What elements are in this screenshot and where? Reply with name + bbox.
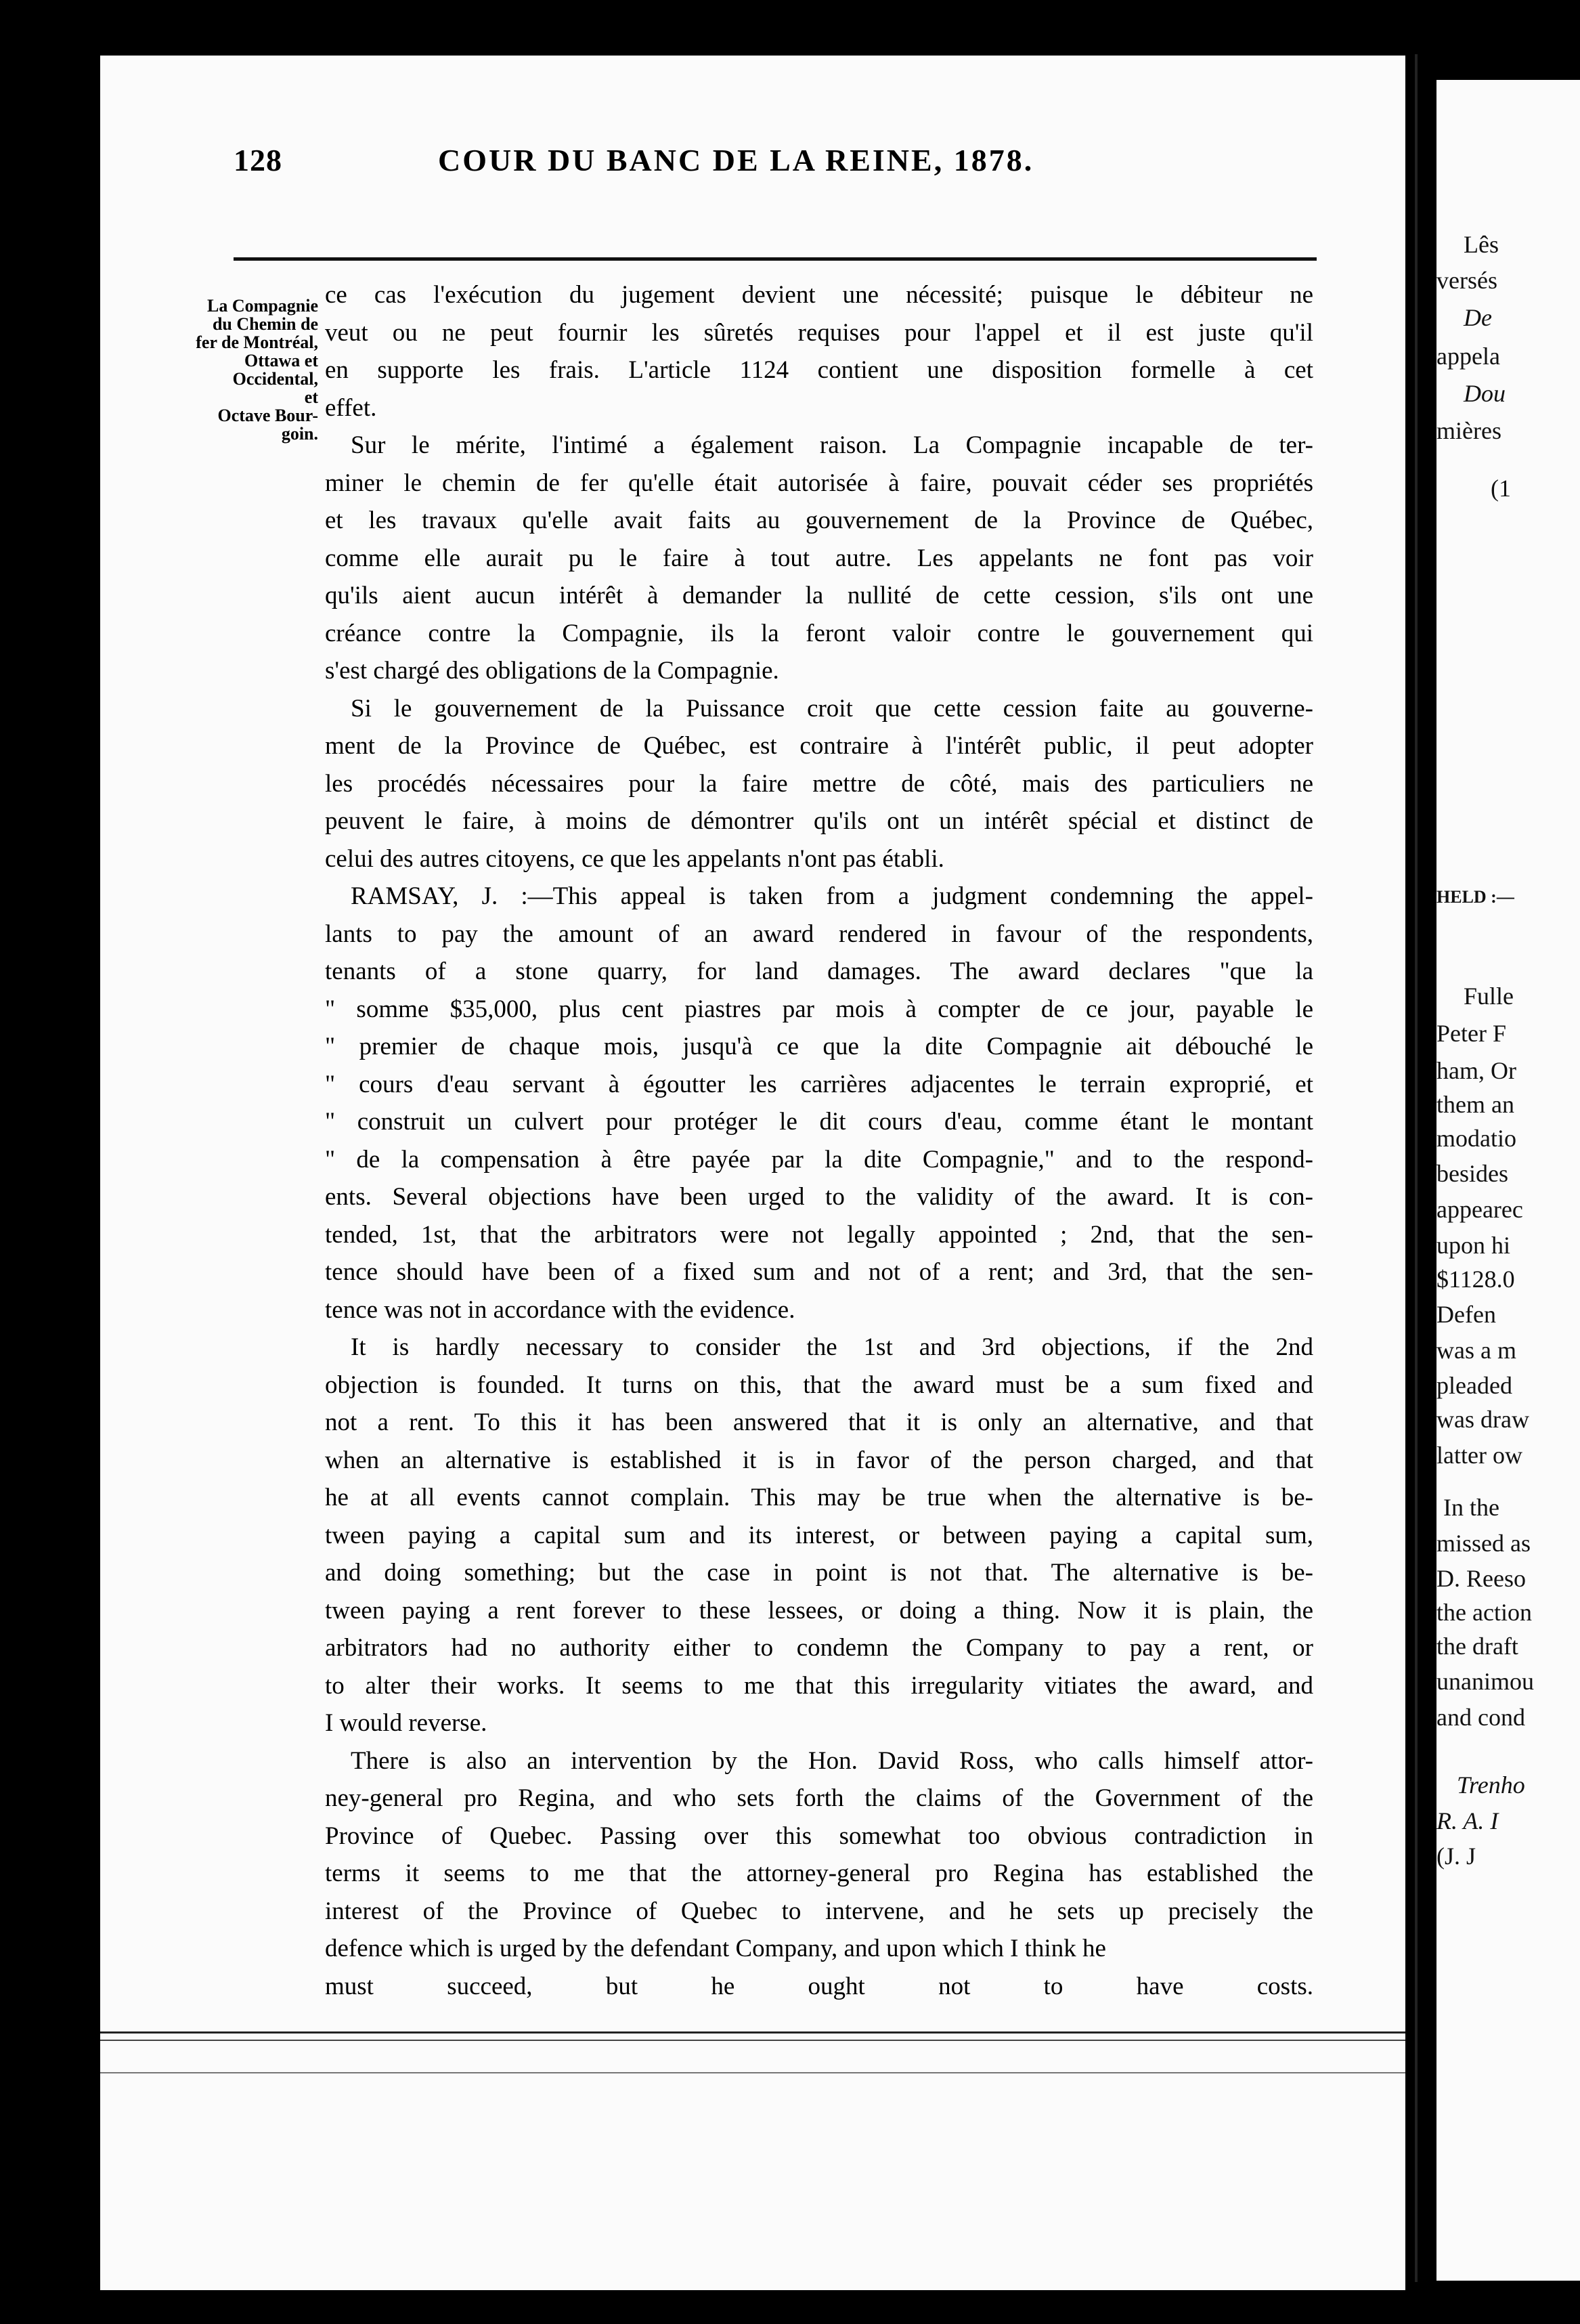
text-line: terms it seems to me that the attorney-general pro Regina has established the [325,1859,1313,1887]
text-line: interest of the Province of Quebec to intervene, and he sets up precisely the [325,1897,1313,1925]
right-page-text: HELD :— [1436,887,1514,907]
text-line: arbitrators had no authority either to condemn the Company to pay a rent, or [325,1634,1313,1662]
right-page-fragment [1436,80,1580,2281]
right-page-text: Lês [1464,231,1499,258]
text-line: peuvent le faire, à moins de démontrer qu'ils ont un intérêt spécial et distinct de [325,807,1313,835]
right-page-text: missed as [1436,1530,1531,1557]
text-line: qu'ils aient aucun intérêt à demander la nullité de cette cession, s'ils ont une [325,582,1313,609]
right-page-text: appearec [1436,1196,1523,1223]
text-line: Si le gouvernement de la Puissance croit que cette cession faite au gouverne- [351,694,1313,723]
text-line: " de la compensation à être payée par la dite Compagnie," and to the respond- [325,1145,1313,1174]
body-text [325,276,1313,2005]
text-line: tended, 1st, that the arbitrators were not legally appointed ; 2nd, that the sen- [325,1220,1313,1249]
sidenote-line: Octave Bour- [217,406,318,425]
text-line: he at all events cannot complain. This may be true when the alternative is be- [325,1484,1313,1511]
text-line: must succeed, but he ought not to have costs. [325,1972,1313,2000]
right-page-text: (1 [1491,475,1511,502]
text-line: RAMSAY, J. :—This appeal is taken from a judgment condemning the appel- [351,882,1313,910]
margin-sidenote [162,297,318,443]
text-line: to alter their works. It seems to me that this irregularity vitiates the award, and [325,1671,1313,1700]
right-page-text: was draw [1436,1406,1529,1433]
right-page-text: mières [1436,417,1501,444]
page-gutter-line [1415,54,1418,2282]
sidenote-line: Occidental, [232,369,318,389]
text-line: defence which is urged by the defendant Company, and upon which I think he [325,1935,1106,1962]
text-line: miner le chemin de fer qu'elle était autorisée à faire, pouvait céder ses propriétés [325,469,1313,497]
sidenote-line: goin. [281,424,318,444]
right-page-text: Trenho [1457,1771,1525,1799]
right-page-text: latter ow [1436,1442,1522,1469]
text-line: tence was not in accordance with the evidence. [325,1295,795,1324]
text-line: not a rent. To this it has been answered that it is only an alternative, and that [325,1408,1313,1436]
text-line: tenants of a stone quarry, for land damages. The award declares "que la [325,957,1313,985]
running-title: COUR DU BANC DE LA REINE, 1878. [438,143,1034,177]
sidenote-line: fer de Montréal, [196,332,318,352]
right-page-text: the action [1436,1599,1532,1626]
text-line: lants to pay the amount of an award rendered in favour of the respondents, [325,920,1313,948]
right-page-text: Dou [1464,380,1506,407]
right-page-text: De [1464,304,1492,331]
text-line: tween paying a capital sum and its interest, or between paying a capital sum, [325,1521,1313,1549]
bottom-rule [100,2040,1405,2041]
text-line: objection is founded. It turns on this, that the award must be a sum fixed and [325,1371,1313,1399]
right-page-text: Fulle [1464,983,1514,1010]
right-page-text: Peter F [1436,1020,1506,1047]
text-line: and doing something; but the case in point is not that. The alternative is be- [325,1559,1313,1587]
sidenote-line: La Compagnie [207,296,318,316]
text-line: créance contre la Compagnie, ils la feront valoir contre le gouvernement qui [325,619,1313,647]
bottom-rule [100,2031,1405,2034]
right-page-text: (J. J [1436,1843,1476,1870]
text-line: en supporte les frais. L'article 1124 contient une disposition formelle à cet [325,356,1313,384]
right-page-text: them an [1436,1091,1514,1118]
text-line: effet. [325,393,377,422]
right-page-text: ham, Or [1436,1057,1516,1084]
sidenote-line: et [304,387,318,407]
text-line: " premier de chaque mois, jusqu'à ce que la dite Compagnie ait débouché le [325,1033,1313,1060]
text-line: I would reverse. [325,1709,487,1737]
text-line: " cours d'eau servant à égoutter les carrières adjacentes le terrain exproprié, et [325,1070,1313,1098]
right-page-text: pleaded [1436,1372,1512,1399]
page-header [234,142,1269,196]
text-line: ney-general pro Regina, and who sets forth the claims of the Government of the [325,1784,1313,1812]
right-page-text: besides [1436,1160,1508,1187]
right-page-text: versés [1436,267,1497,294]
text-line: when an alternative is established it is in favor of the person charged, and that [325,1446,1313,1474]
text-line: comme elle aurait pu le faire à tout autre. Les appelants ne font pas voir [325,544,1313,572]
right-page-text: and cond [1436,1704,1525,1731]
right-page-text: In the [1443,1494,1499,1521]
text-line: veut ou ne peut fournir les sûretés requises pour l'appel et il est juste qu'il [325,318,1313,347]
text-line: It is hardly necessary to consider the 1st and 3rd objections, if the 2nd [351,1333,1313,1361]
text-line: et les travaux qu'elle avait faits au gouvernement de la Province de Québec, [325,507,1313,534]
right-page-text: the draft [1436,1633,1518,1660]
right-page-text: unanimou [1436,1668,1534,1695]
sidenote-line: Ottawa et [244,351,318,370]
right-page-text: upon hi [1436,1232,1511,1259]
text-line: les procédés nécessaires pour la faire mettre de côté, mais des particuliers ne [325,769,1313,798]
right-page-text: $1128.0 [1436,1266,1515,1293]
text-line: celui des autres citoyens, ce que les appelants n'ont pas établi. [325,844,944,873]
text-line: Sur le mérite, l'intimé a également raison. La Compagnie incapable de ter- [351,431,1313,459]
text-line: ents. Several objections have been urged to the validity of the award. It is con- [325,1183,1313,1211]
page-number: 128 [234,143,282,177]
right-page-text: D. Reeso [1436,1565,1526,1592]
right-page-text: modatio [1436,1125,1516,1152]
right-page-text: Defen [1436,1301,1496,1328]
text-line: There is also an intervention by the Hon. David Ross, who calls himself attor- [351,1746,1313,1775]
right-page-text: appela [1436,343,1500,370]
right-page-text: was a m [1436,1337,1516,1364]
text-line: " construit un culvert pour protéger le dit cours d'eau, comme étant le montant [325,1108,1313,1136]
sidenote-line: du Chemin de [212,314,318,334]
bottom-rule [100,2072,1405,2073]
text-line: s'est chargé des obligations de la Compagnie. [325,657,779,685]
header-rule [234,257,1317,261]
text-line: tence should have been of a fixed sum and not of a rent; and 3rd, that the sen- [325,1258,1313,1286]
text-line: tween paying a rent forever to these lessees, or doing a thing. Now it is plain, the [325,1596,1313,1624]
text-line: ce cas l'exécution du jugement devient une nécessité; puisque le débiteur ne [325,281,1313,309]
text-line: Province of Quebec. Passing over this somewhat too obvious contradiction in [325,1822,1313,1850]
right-page-text: R. A. I [1436,1807,1499,1834]
text-line: " somme $35,000, plus cent piastres par mois à compter de ce jour, payable le [325,995,1313,1023]
text-line: ment de la Province de Québec, est contraire à l'intérêt public, il peut adopter [325,732,1313,760]
